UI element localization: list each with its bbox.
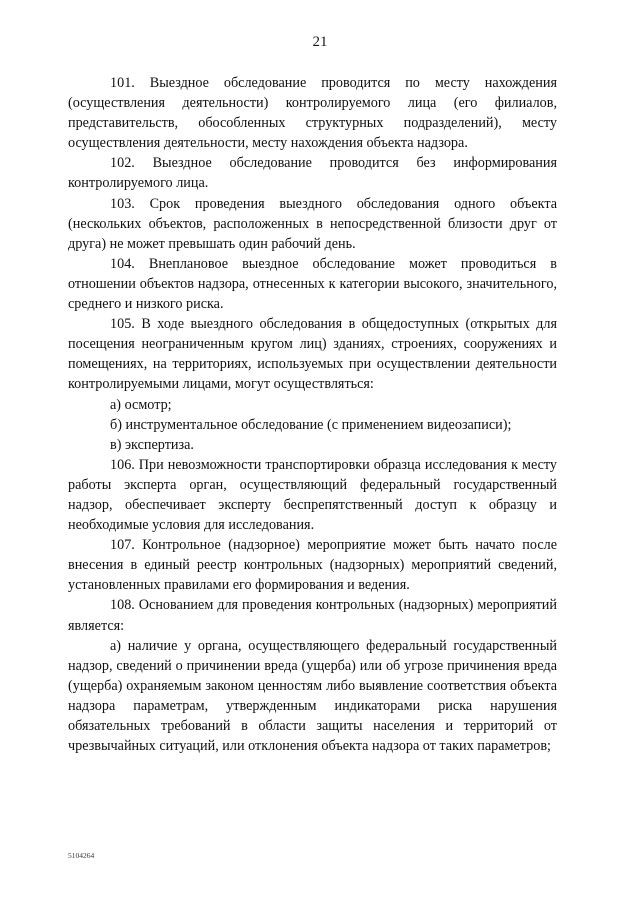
paragraph-102: 102. Выездное обследование проводится без информирования контролируемого лица. [68,155,557,192]
paragraph-106: 106. При невозможности транспортировки образца исследования к месту работы эксперта орган, осуществляющий федеральный государственный надзор, обеспечивает эксперту беспрепятственный доступ к образцу и необходимые условия для исследования. [68,456,557,534]
paragraph-108: 108. Основанием для проведения контрольных (надзорных) мероприятий является: [68,597,557,634]
list-item-a: а) осмотр; [110,396,172,413]
paragraph-104: 104. Внеплановое выездное обследование может проводиться в отношении объектов надзора, отнесенных к категории высокого, значительного, среднего и низкого риска. [68,255,557,313]
paragraph-103: 103. Срок проведения выездного обследования одного объекта (нескольких объектов, расположенных в непосредственной близости друг от друга) не может превышать один рабочий день. [68,195,557,252]
paragraph-108-a: а) наличие у органа, осуществляющего федеральный государственный надзор, сведений о причинении вреда (ущерба) или об угрозе причинения вреда (ущерба) охраняемым законом ценностям либо выявление соответствия объекта надзора параметрам, утвержденным индикаторами риска нарушения обязательных требований в области защиты населения и территорий от чрезвычайных ситуаций, или отклонения объекта надзора от таких параметров; [68,637,557,755]
document-code: 5104264 [68,851,95,860]
list-item-v: в) экспертиза. [110,436,194,453]
paragraph-105: 105. В ходе выездного обследования в общедоступных (открытых для посещения неограниченным кругом лиц) зданиях, строениях, сооружениях и помещениях, на территориях, используемых при осуществлении деятельности контролируемыми лицами, могут осуществляться: [68,316,557,393]
paragraph-107: 107. Контрольное (надзорное) мероприятие может быть начато после внесения в единый реестр контрольных (надзорных) мероприятий сведений, установленных правилами его формирования и ведения. [68,537,557,594]
document-body [68,73,557,756]
list-item-b: б) инструментальное обследование (с применением видеозаписи); [110,416,512,433]
paragraph-101: 101. Выездное обследование проводится по месту нахождения (осуществления деятельности) контролируемого лица (его филиалов, представительств, обособленных структурных подразделений), месту осуществления деятельности, месту нахождения объекта надзора. [68,75,557,152]
page-number: 21 [312,34,328,50]
